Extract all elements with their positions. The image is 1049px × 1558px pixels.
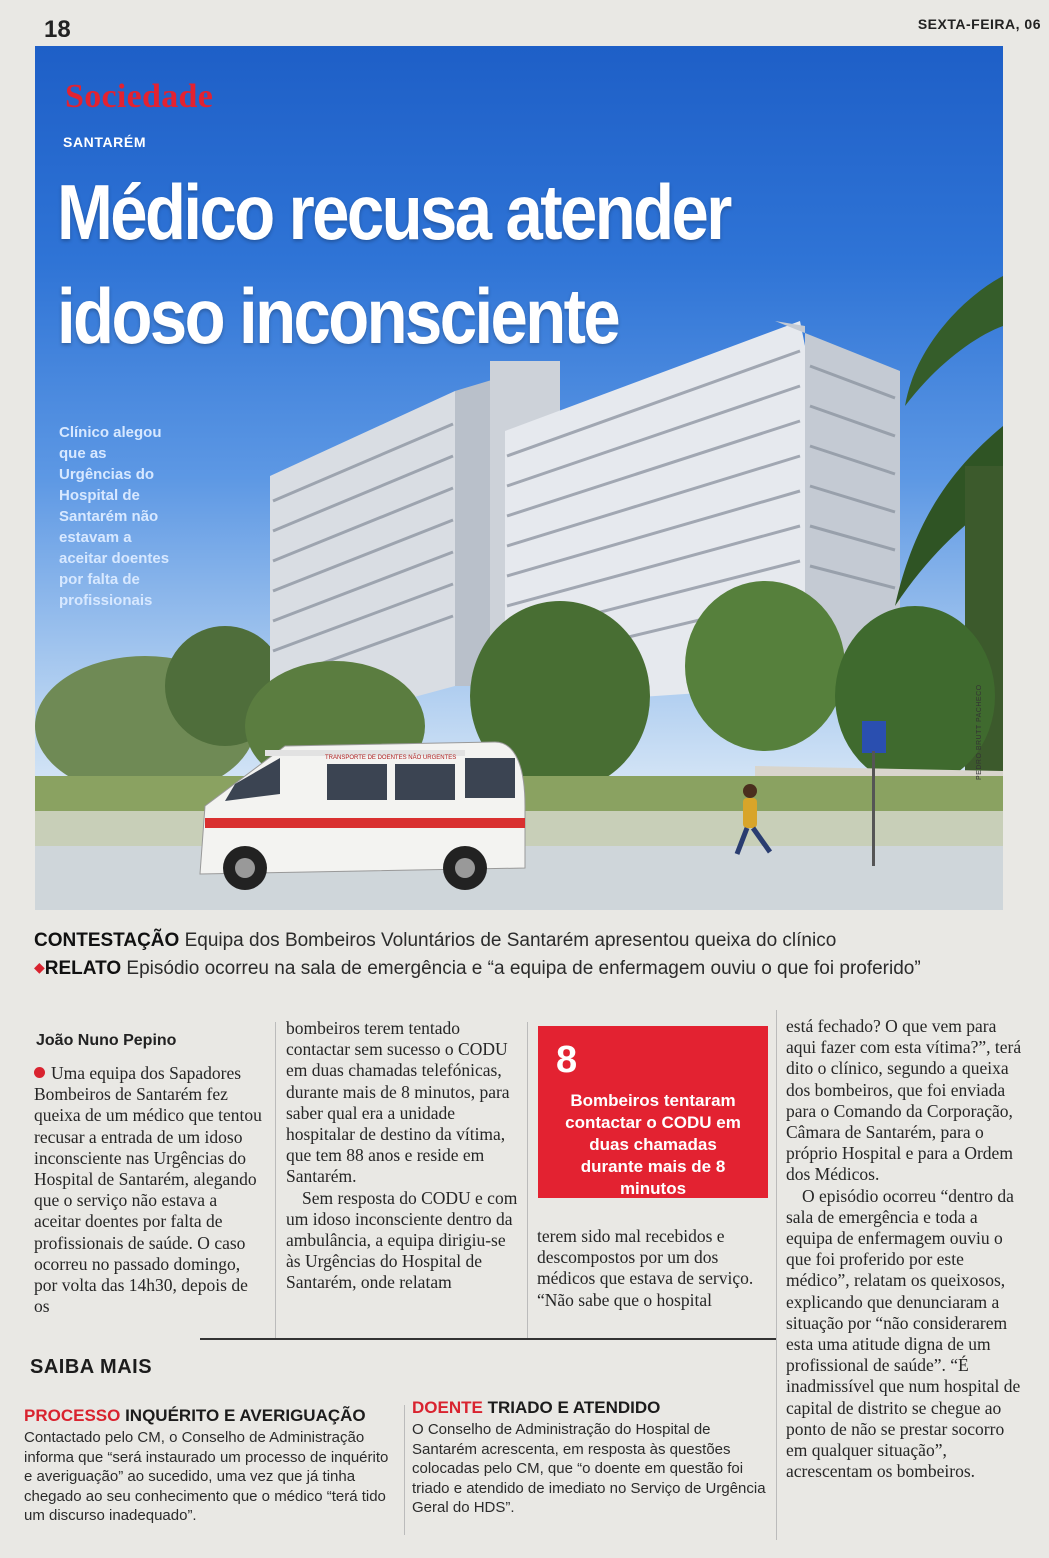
lead-text-contestacao: Equipa dos Bombeiros Voluntários de Santarém apresentou queixa do clínico [179,930,837,951]
paragraph: Sem resposta do CODU e com um idoso inconsciente dentro da ambulância, a equipa dirigiu-se às Urgências do Hospital de Santarém, onde relatam [286,1187,518,1293]
box-title [412,1398,772,1418]
column-divider [527,1022,528,1338]
lead-line-relato [34,958,1014,980]
lead-text-relato: Episódio ocorreu na sala de emergência e “a equipa de enfermagem ouviu o que foi proferido” [121,958,921,979]
box-text: O Conselho de Administração do Hospital de Santarém acrescenta, em resposta às questões colocadas pelo CM, que “o doente em questão foi triado e atendido de imediato no Serviço de Urgência Geral do HDS”. [412,1421,766,1517]
headline-line-2: idoso inconsciente [57,272,619,360]
road-sign [862,721,886,753]
saiba-mais-title: SAIBA MAIS [30,1356,153,1378]
section-rule [200,1338,776,1340]
column-divider [776,1010,777,1540]
lead-label-contestacao: CONTESTAÇÃO [34,930,180,951]
factbox [538,1026,768,1198]
paragraph: Uma equipa dos Sapadores Bombeiros de Santarém fez queixa de um médico que tentou recusar a entrada de um idoso inconsciente nas Urgências do Hospital de Santarém, alegando que o serviço não estava a aceitar doentes por falta de profissionais de saúde. O caso ocorreu no passado domingo, por volta das 14h30, depois de os [34,1063,262,1317]
column-divider [275,1022,276,1338]
box-divider [404,1405,405,1535]
article-column-1 [34,1063,266,1317]
tree-right [685,581,845,751]
headline [57,160,831,368]
paragraph: está fechado? O que vem para aqui fazer com esta vítima?”, terá dito o clínico, segundo a queixa dos bombeiros, que foi enviada para o Comando da Corporação, Câmara de Santarém, para o próprio Hospital e para a Ordem dos Médicos. [786,1016,1022,1185]
locale-label: SANTARÉM [63,134,147,150]
pedestrian-head [743,784,757,798]
box-text: Contactado pelo CM, o Conselho de Administração informa que “será instaurado um processo de inquérito e averiguação” ao sucedido, uma vez que já tinha chegado ao seu conhecimento que o médico “terá tido um discurso inadequado”. [24,1429,389,1525]
palm-right-top [905,276,1003,406]
article-column-4 [786,1016,1022,1482]
lead-line-contestacao [34,930,1014,952]
factbox-text: Bombeiros tentaram contactar o CODU em duas chamadas durante mais de 8 minutos [565,1091,741,1198]
pedestrian-body [743,798,757,828]
article-column-3 [537,1226,769,1311]
saiba-mais-box-doente [412,1398,772,1518]
box-title-rest: TRIADO E ATENDIDO [482,1398,661,1417]
byline: João Nuno Pepino [36,1032,177,1049]
lead-label-relato: RELATO [44,958,122,979]
headline-line-1: Médico recusa atender [57,168,730,256]
paragraph: bombeiros terem tentado contactar sem sucesso o CODU em duas chamadas telefónicas, durante mais de 8 minutos, para saber qual era a unidade hospitalar de destino da vítima, que tem 88 anos e reside em Santarém. [286,1018,510,1187]
tree-far-right [835,606,995,786]
box-title-rest: INQUÉRITO E AVERIGUAÇÃO [120,1406,366,1425]
section-tag: Sociedade [65,78,214,115]
box-title-red: PROCESSO [24,1406,121,1425]
page-date: SEXTA-FEIRA, 06 [917,16,1041,32]
paragraph: O episódio ocorreu “dentro da sala de emergência e toda a equipa de enfermagem ouviu o que foi proferido por este médico”, relatam os queixosos, explicando que denunciaram a situação por “não considerarem esta uma atitude digna de um profissional de saúde”. “É inadmissível que num hospital de capital de distrito se chegue ao ponto de não se prestar socorro em qualquer situação”, acrescentam os bombeiros. [786,1185,1021,1482]
page-number: 18 [44,16,71,43]
photo-credit: PEDRO BRUTT PACHECO [976,684,983,780]
photo-caption: Clínico alegou que as Urgências do Hospital de Santarém não estavam a aceitar doentes por falta de profissionais [59,424,170,609]
diamond-icon: ◆ [34,959,45,975]
hospital-photo [35,46,1003,910]
paragraph: terem sido mal recebidos e descompostos por um dos médicos que estava de serviço. “Não sabe que o hospital [537,1226,754,1310]
bullet-dot-icon [34,1067,45,1078]
ambulance-text: TRANSPORTE DE DOENTES NÃO URGENTES [325,755,457,761]
saiba-mais-box-processo [24,1406,396,1526]
ambulance [200,742,525,890]
box-title-red: DOENTE [412,1398,483,1417]
box-title [24,1406,396,1426]
article-column-2 [286,1018,518,1294]
factbox-number: 8 [556,1039,578,1081]
road-sign-pole [872,751,875,866]
